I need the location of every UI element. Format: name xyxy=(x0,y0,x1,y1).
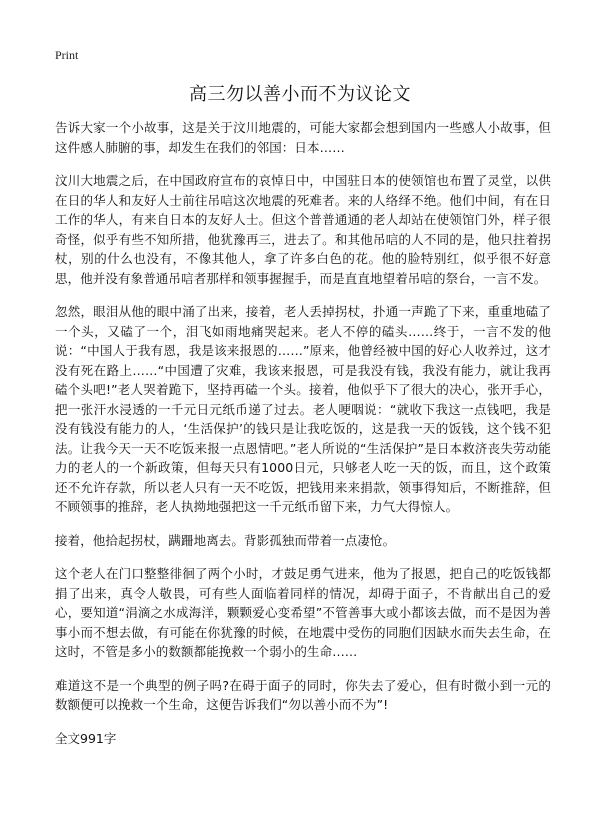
page-title: 高三勿以善小而不为议论文 xyxy=(189,84,411,105)
word-count: 全文991字 xyxy=(55,730,117,746)
print-link[interactable]: Print xyxy=(55,48,79,62)
paragraph-6: 难道这不是一个典型的例子吗?在碍于面子的同时，你失去了爱心，但有时微小到一元的数额便可以挽救一个生命，这便告诉我们“勿以善小而不为”! xyxy=(55,677,551,712)
paragraph-5: 这个老人在门口整整徘徊了两个小时，才鼓足勇气进来，他为了报恩，把自己的吃饭钱都捐了出来，真令人敬畏，可有些人面临着同样的情况，却碍于面子，不肯献出自己的爱心，要知道“涓滴之水成海洋，颗颗爱心变希望”不管善事大或小都该去做，而不是因为善事小而不想去做，有可能在你犹豫的时候，在地震中受伤的同胞们因缺水而失去生命，在这时，不管是多小的数额都能挽救一个弱小的生命…… xyxy=(55,566,551,659)
paragraph-4: 接着，他拾起拐杖，蹒跚地离去。背影孤独而带着一点凄怆。 xyxy=(55,532,396,548)
article-body xyxy=(55,118,551,748)
paragraph-3: 忽然，眼泪从他的眼中涌了出来，接着，老人丢掉拐杖，扑通一声跪了下来，重重地磕了一个头，又磕了一个，泪飞如雨地痛哭起来。老人不停的磕头……终于，一言不发的他说：“中国人于我有恩，我是该来报恩的……”原来，他曾经被中国的好心人收养过，这才没有死在路上……“中国遭了灾难，我该来报恩，可是我没有钱，我没有能力，就让我再磕个头吧!”老人哭着跪下，坚持再磕一个头。接着，他似乎下了很大的决心，张开手心，把一张汗水浸透的一千元日元纸币递了过去。老人哽咽说：“就收下我这一点钱吧，我是没有钱没有能力的人，‘生活保护’的钱只是让我吃饭的，这是我一天的饭钱，这个钱不犯法。让我今天一天不吃饭来报一点恩情吧。”老人所说的“生活保护”是日本救济丧失劳动能力的老人的一个新政策，但每天只有1000日元，只够老人吃一天的饭，而且，这个政策还不允许存款，所以老人只有一天不吃饭，把钱用来来捐款，领事得知后，不断推辞，但不顾领事的推辞，老人执拗地强把这一千元纸币留下来，力气大得惊人。 xyxy=(55,304,551,514)
paragraph-1: 告诉大家一个小故事，这是关于汶川地震的，可能大家都会想到国内一些感人小故事，但这件感人肺腑的事，却发生在我们的邻国：日本…… xyxy=(55,120,551,155)
paragraph-2: 汶川大地震之后，在中国政府宣布的哀悼日中，中国驻日本的使领馆也布置了灵堂，以供在日的华人和友好人士前往吊唁这次地震的死难者。来的人络绎不绝。他们中间，有在日工作的华人，有来自日本的友好人士。但这个普普通通的老人却站在使领馆门外，样子很奇怪，似乎有些不知所措，他犹豫再三，进去了。和其他吊唁的人不同的是，他只拄着拐杖，别的什么也没有，不像其他人，拿了许多白色的花。他的脸特别红，似乎很不好意思，他并没有象普通吊唁者那样和领事握握手，而是直直地望着吊唁的祭台，一言不发。 xyxy=(55,173,551,286)
